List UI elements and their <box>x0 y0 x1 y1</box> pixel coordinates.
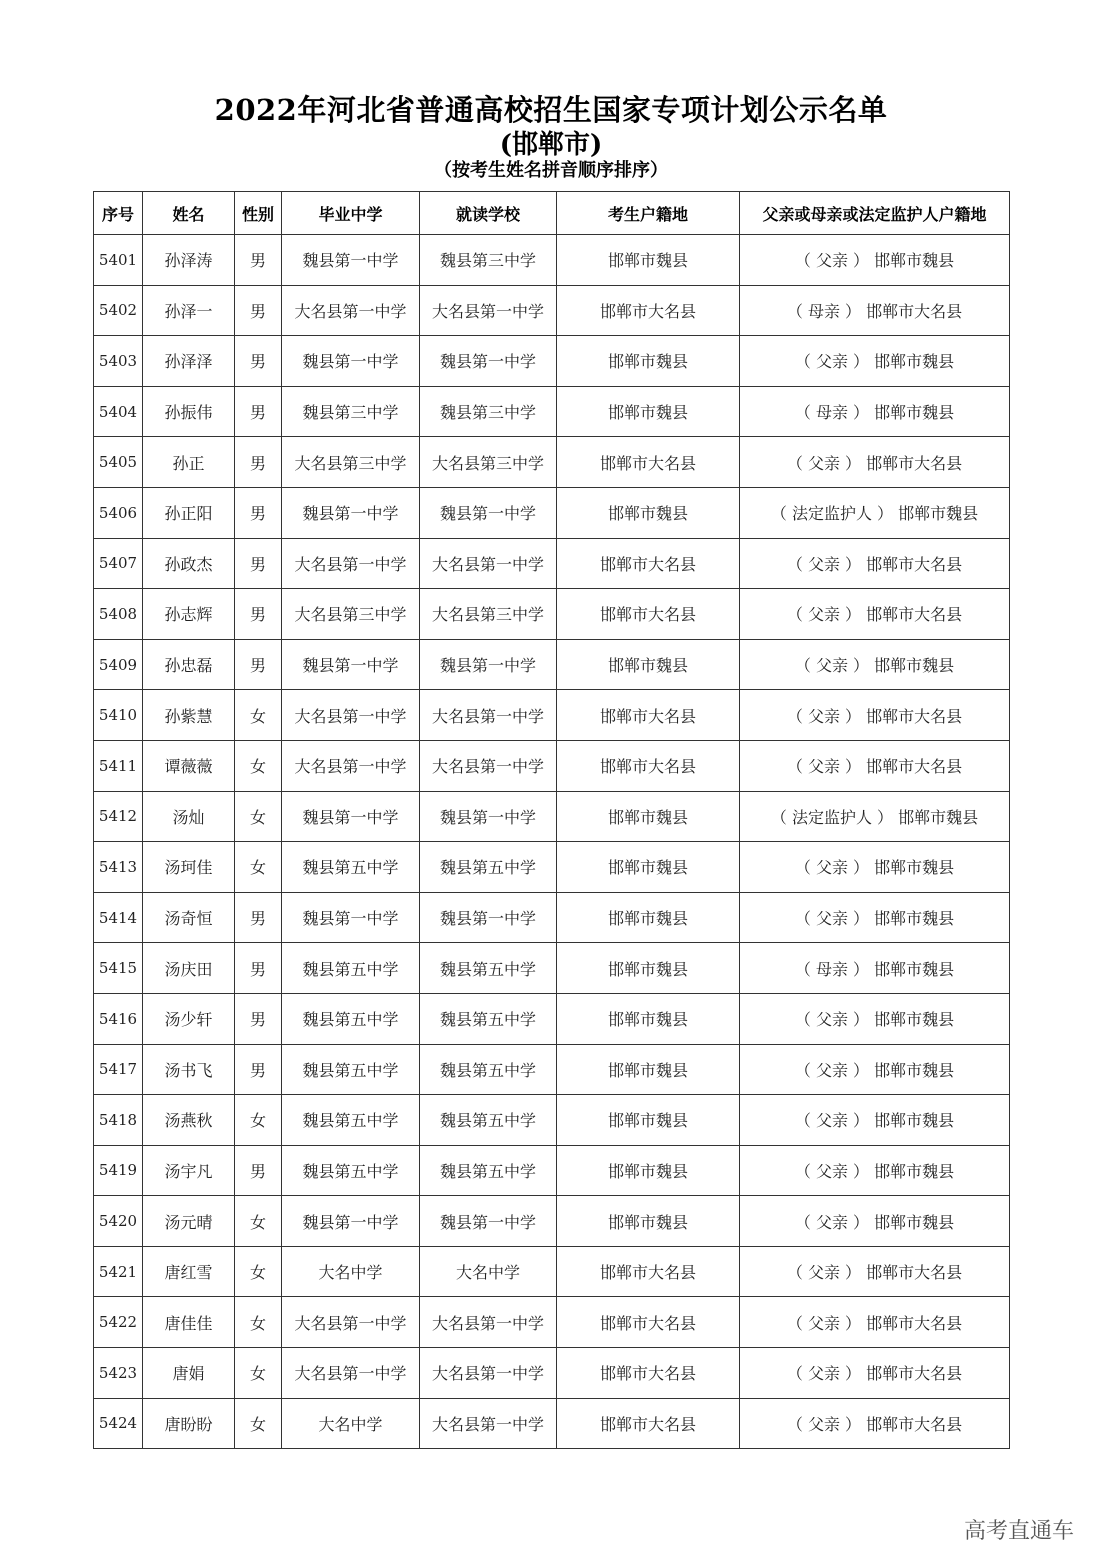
cell-graduation-school: 大名县第三中学 <box>282 437 420 488</box>
cell-gender: 女 <box>235 1246 282 1297</box>
cell-student-hukou: 邯郸市大名县 <box>557 589 740 640</box>
cell-graduation-school: 魏县第一中学 <box>282 235 420 286</box>
cell-seq: 5411 <box>94 740 143 791</box>
cell-seq: 5401 <box>94 235 143 286</box>
cell-name: 唐红雪 <box>143 1246 235 1297</box>
cell-graduation-school: 魏县第五中学 <box>282 943 420 994</box>
cell-name: 孙忠磊 <box>143 639 235 690</box>
cell-guardian-hukou: （ 父亲 ） 邯郸市大名县 <box>740 538 1010 589</box>
cell-seq: 5421 <box>94 1246 143 1297</box>
cell-seq: 5404 <box>94 386 143 437</box>
cell-seq: 5405 <box>94 437 143 488</box>
cell-gender: 男 <box>235 943 282 994</box>
cell-current-school: 魏县第一中学 <box>420 1196 557 1247</box>
table-row <box>94 487 1010 538</box>
cell-seq: 5413 <box>94 842 143 893</box>
table-row <box>94 336 1010 387</box>
page-subtitle: (邯郸市) <box>499 130 603 160</box>
table-header-row <box>94 192 1010 235</box>
cell-guardian-hukou: （ 父亲 ） 邯郸市大名县 <box>740 1246 1010 1297</box>
cell-student-hukou: 邯郸市魏县 <box>557 336 740 387</box>
cell-gender: 男 <box>235 589 282 640</box>
cell-student-hukou: 邯郸市大名县 <box>557 1348 740 1399</box>
cell-seq: 5416 <box>94 993 143 1044</box>
table-row <box>94 1348 1010 1399</box>
cell-student-hukou: 邯郸市魏县 <box>557 386 740 437</box>
cell-student-hukou: 邯郸市大名县 <box>557 538 740 589</box>
cell-seq: 5408 <box>94 589 143 640</box>
cell-current-school: 大名中学 <box>420 1246 557 1297</box>
table-row <box>94 589 1010 640</box>
cell-name: 汤少轩 <box>143 993 235 1044</box>
cell-graduation-school: 魏县第一中学 <box>282 639 420 690</box>
cell-guardian-hukou: （ 父亲 ） 邯郸市魏县 <box>740 892 1010 943</box>
cell-graduation-school: 魏县第五中学 <box>282 1145 420 1196</box>
cell-student-hukou: 邯郸市魏县 <box>557 943 740 994</box>
table-row <box>94 791 1010 842</box>
cell-graduation-school: 大名县第一中学 <box>282 538 420 589</box>
cell-graduation-school: 大名中学 <box>282 1398 420 1449</box>
cell-seq: 5407 <box>94 538 143 589</box>
cell-student-hukou: 邯郸市大名县 <box>557 285 740 336</box>
cell-graduation-school: 魏县第三中学 <box>282 386 420 437</box>
cell-seq: 5409 <box>94 639 143 690</box>
cell-guardian-hukou: （ 父亲 ） 邯郸市魏县 <box>740 993 1010 1044</box>
cell-guardian-hukou: （ 父亲 ） 邯郸市大名县 <box>740 690 1010 741</box>
table-row <box>94 842 1010 893</box>
cell-seq: 5406 <box>94 487 143 538</box>
cell-student-hukou: 邯郸市大名县 <box>557 1297 740 1348</box>
header-current-school: 就读学校 <box>420 192 557 235</box>
cell-name: 汤宇凡 <box>143 1145 235 1196</box>
cell-graduation-school: 魏县第五中学 <box>282 993 420 1044</box>
cell-student-hukou: 邯郸市魏县 <box>557 791 740 842</box>
cell-name: 谭薇薇 <box>143 740 235 791</box>
cell-current-school: 大名县第一中学 <box>420 538 557 589</box>
cell-seq: 5424 <box>94 1398 143 1449</box>
cell-gender: 女 <box>235 740 282 791</box>
cell-name: 汤庆田 <box>143 943 235 994</box>
header-guardian-hukou: 父亲或母亲或法定监护人户籍地 <box>740 192 1010 235</box>
table-row <box>94 740 1010 791</box>
cell-name: 孙正阳 <box>143 487 235 538</box>
table-row <box>94 639 1010 690</box>
table-row <box>94 1095 1010 1146</box>
cell-guardian-hukou: （ 父亲 ） 邯郸市魏县 <box>740 1145 1010 1196</box>
cell-student-hukou: 邯郸市魏县 <box>557 639 740 690</box>
header-name: 姓名 <box>143 192 235 235</box>
cell-student-hukou: 邯郸市大名县 <box>557 1398 740 1449</box>
cell-guardian-hukou: （ 父亲 ） 邯郸市魏县 <box>740 842 1010 893</box>
cell-seq: 5403 <box>94 336 143 387</box>
cell-guardian-hukou: （ 父亲 ） 邯郸市大名县 <box>740 1398 1010 1449</box>
cell-guardian-hukou: （ 法定监护人 ） 邯郸市魏县 <box>740 791 1010 842</box>
cell-student-hukou: 邯郸市大名县 <box>557 1246 740 1297</box>
header-graduation-school: 毕业中学 <box>282 192 420 235</box>
cell-name: 汤书飞 <box>143 1044 235 1095</box>
table-row <box>94 1398 1010 1449</box>
cell-current-school: 魏县第三中学 <box>420 386 557 437</box>
cell-name: 孙泽一 <box>143 285 235 336</box>
cell-current-school: 魏县第五中学 <box>420 842 557 893</box>
cell-guardian-hukou: （ 母亲 ） 邯郸市魏县 <box>740 386 1010 437</box>
cell-guardian-hukou: （ 父亲 ） 邯郸市大名县 <box>740 740 1010 791</box>
cell-guardian-hukou: （ 父亲 ） 邯郸市大名县 <box>740 437 1010 488</box>
cell-seq: 5415 <box>94 943 143 994</box>
roster-table <box>93 191 1010 1449</box>
cell-name: 孙政杰 <box>143 538 235 589</box>
cell-gender: 女 <box>235 1196 282 1247</box>
table-row <box>94 1297 1010 1348</box>
cell-gender: 男 <box>235 1145 282 1196</box>
cell-graduation-school: 魏县第五中学 <box>282 842 420 893</box>
cell-guardian-hukou: （ 父亲 ） 邯郸市魏县 <box>740 639 1010 690</box>
cell-current-school: 魏县第五中学 <box>420 943 557 994</box>
cell-current-school: 魏县第五中学 <box>420 1044 557 1095</box>
cell-current-school: 大名县第一中学 <box>420 1348 557 1399</box>
table-row <box>94 285 1010 336</box>
cell-guardian-hukou: （ 父亲 ） 邯郸市魏县 <box>740 1044 1010 1095</box>
cell-name: 孙正 <box>143 437 235 488</box>
header-gender: 性别 <box>235 192 282 235</box>
header-student-hukou: 考生户籍地 <box>557 192 740 235</box>
cell-student-hukou: 邯郸市魏县 <box>557 1095 740 1146</box>
cell-student-hukou: 邯郸市魏县 <box>557 1196 740 1247</box>
cell-current-school: 魏县第一中学 <box>420 639 557 690</box>
cell-name: 唐娟 <box>143 1348 235 1399</box>
cell-current-school: 大名县第一中学 <box>420 1297 557 1348</box>
cell-student-hukou: 邯郸市魏县 <box>557 487 740 538</box>
cell-seq: 5423 <box>94 1348 143 1399</box>
cell-student-hukou: 邯郸市魏县 <box>557 842 740 893</box>
cell-current-school: 魏县第五中学 <box>420 1095 557 1146</box>
cell-gender: 男 <box>235 993 282 1044</box>
cell-guardian-hukou: （ 父亲 ） 邯郸市大名县 <box>740 1297 1010 1348</box>
watermark: 高考直通车 <box>963 1519 1074 1544</box>
cell-gender: 男 <box>235 285 282 336</box>
cell-gender: 男 <box>235 1044 282 1095</box>
cell-graduation-school: 大名县第一中学 <box>282 285 420 336</box>
cell-graduation-school: 大名县第一中学 <box>282 740 420 791</box>
cell-current-school: 大名县第一中学 <box>420 740 557 791</box>
cell-gender: 男 <box>235 235 282 286</box>
header-seq: 序号 <box>94 192 143 235</box>
page-title: 2022年河北省普通高校招生国家专项计划公示名单 <box>214 93 888 127</box>
cell-seq: 5417 <box>94 1044 143 1095</box>
cell-current-school: 大名县第一中学 <box>420 285 557 336</box>
cell-name: 孙紫慧 <box>143 690 235 741</box>
cell-student-hukou: 邯郸市魏县 <box>557 1145 740 1196</box>
cell-guardian-hukou: （ 父亲 ） 邯郸市大名县 <box>740 589 1010 640</box>
cell-current-school: 魏县第一中学 <box>420 336 557 387</box>
cell-guardian-hukou: （ 父亲 ） 邯郸市魏县 <box>740 1095 1010 1146</box>
cell-guardian-hukou: （ 父亲 ） 邯郸市魏县 <box>740 336 1010 387</box>
table-row <box>94 993 1010 1044</box>
cell-seq: 5412 <box>94 791 143 842</box>
cell-guardian-hukou: （ 父亲 ） 邯郸市魏县 <box>740 235 1010 286</box>
table-row <box>94 538 1010 589</box>
cell-current-school: 魏县第五中学 <box>420 1145 557 1196</box>
cell-name: 汤燕秋 <box>143 1095 235 1146</box>
cell-student-hukou: 邯郸市大名县 <box>557 740 740 791</box>
cell-graduation-school: 大名县第一中学 <box>282 1348 420 1399</box>
cell-graduation-school: 魏县第一中学 <box>282 892 420 943</box>
table-row <box>94 892 1010 943</box>
cell-name: 孙泽泽 <box>143 336 235 387</box>
cell-gender: 男 <box>235 437 282 488</box>
cell-current-school: 大名县第一中学 <box>420 690 557 741</box>
cell-graduation-school: 大名县第一中学 <box>282 1297 420 1348</box>
cell-student-hukou: 邯郸市魏县 <box>557 1044 740 1095</box>
cell-current-school: 魏县第一中学 <box>420 791 557 842</box>
cell-gender: 女 <box>235 1348 282 1399</box>
cell-gender: 男 <box>235 487 282 538</box>
cell-seq: 5402 <box>94 285 143 336</box>
cell-graduation-school: 魏县第一中学 <box>282 791 420 842</box>
cell-name: 汤元晴 <box>143 1196 235 1247</box>
cell-graduation-school: 大名中学 <box>282 1246 420 1297</box>
cell-student-hukou: 邯郸市大名县 <box>557 690 740 741</box>
cell-gender: 女 <box>235 690 282 741</box>
cell-graduation-school: 魏县第五中学 <box>282 1044 420 1095</box>
cell-current-school: 魏县第一中学 <box>420 487 557 538</box>
cell-guardian-hukou: （ 母亲 ） 邯郸市魏县 <box>740 943 1010 994</box>
cell-gender: 女 <box>235 1095 282 1146</box>
cell-name: 孙志辉 <box>143 589 235 640</box>
cell-gender: 男 <box>235 538 282 589</box>
table-row <box>94 943 1010 994</box>
cell-graduation-school: 魏县第一中学 <box>282 487 420 538</box>
cell-gender: 男 <box>235 892 282 943</box>
cell-current-school: 魏县第三中学 <box>420 235 557 286</box>
cell-name: 唐佳佳 <box>143 1297 235 1348</box>
cell-current-school: 大名县第一中学 <box>420 1398 557 1449</box>
cell-student-hukou: 邯郸市魏县 <box>557 892 740 943</box>
cell-gender: 男 <box>235 336 282 387</box>
table-row <box>94 1196 1010 1247</box>
cell-gender: 男 <box>235 639 282 690</box>
cell-seq: 5414 <box>94 892 143 943</box>
table-row <box>94 1044 1010 1095</box>
cell-guardian-hukou: （ 母亲 ） 邯郸市大名县 <box>740 285 1010 336</box>
table-row <box>94 690 1010 741</box>
cell-name: 汤灿 <box>143 791 235 842</box>
table-row <box>94 235 1010 286</box>
cell-gender: 女 <box>235 1398 282 1449</box>
table-row <box>94 437 1010 488</box>
cell-graduation-school: 大名县第一中学 <box>282 690 420 741</box>
sort-note: （按考生姓名拼音顺序排序） <box>434 160 668 181</box>
cell-gender: 女 <box>235 842 282 893</box>
table-row <box>94 386 1010 437</box>
cell-gender: 男 <box>235 386 282 437</box>
cell-gender: 女 <box>235 1297 282 1348</box>
table-row <box>94 1246 1010 1297</box>
cell-graduation-school: 魏县第五中学 <box>282 1095 420 1146</box>
cell-current-school: 大名县第三中学 <box>420 437 557 488</box>
cell-name: 孙泽涛 <box>143 235 235 286</box>
cell-seq: 5418 <box>94 1095 143 1146</box>
cell-name: 孙振伟 <box>143 386 235 437</box>
cell-gender: 女 <box>235 791 282 842</box>
cell-name: 汤珂佳 <box>143 842 235 893</box>
cell-current-school: 魏县第五中学 <box>420 993 557 1044</box>
cell-graduation-school: 魏县第一中学 <box>282 1196 420 1247</box>
cell-name: 汤奇恒 <box>143 892 235 943</box>
cell-current-school: 大名县第三中学 <box>420 589 557 640</box>
cell-seq: 5410 <box>94 690 143 741</box>
cell-guardian-hukou: （ 法定监护人 ） 邯郸市魏县 <box>740 487 1010 538</box>
cell-graduation-school: 魏县第一中学 <box>282 336 420 387</box>
cell-seq: 5419 <box>94 1145 143 1196</box>
cell-student-hukou: 邯郸市魏县 <box>557 993 740 1044</box>
cell-current-school: 魏县第一中学 <box>420 892 557 943</box>
cell-guardian-hukou: （ 父亲 ） 邯郸市大名县 <box>740 1348 1010 1399</box>
cell-seq: 5422 <box>94 1297 143 1348</box>
cell-seq: 5420 <box>94 1196 143 1247</box>
cell-name: 唐盼盼 <box>143 1398 235 1449</box>
table-row <box>94 1145 1010 1196</box>
cell-graduation-school: 大名县第三中学 <box>282 589 420 640</box>
cell-student-hukou: 邯郸市大名县 <box>557 437 740 488</box>
cell-guardian-hukou: （ 父亲 ） 邯郸市魏县 <box>740 1196 1010 1247</box>
cell-student-hukou: 邯郸市魏县 <box>557 235 740 286</box>
